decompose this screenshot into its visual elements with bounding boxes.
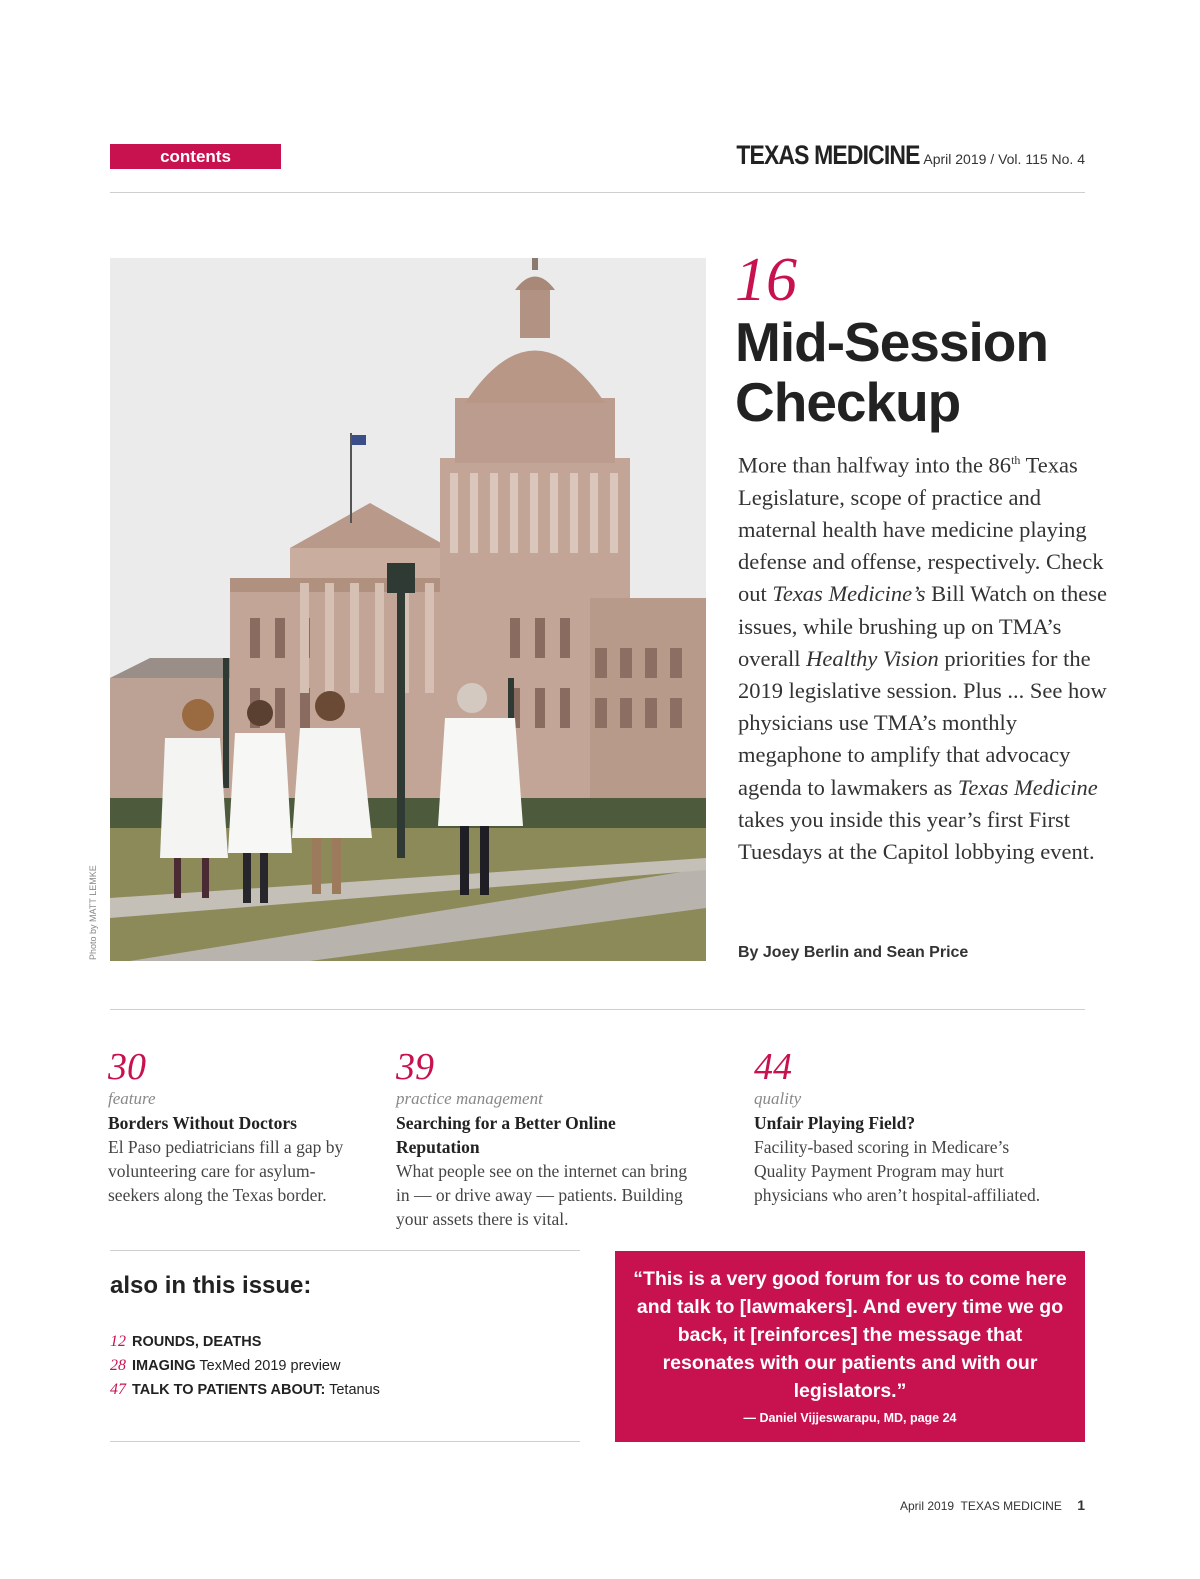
also-bottom-divider bbox=[110, 1441, 580, 1442]
story-description: El Paso pediatricians fill a gap by volunteering care for asylum-seekers along the Texas border. bbox=[108, 1137, 344, 1205]
issue-info: April 2019 / Vol. 115 No. 4 bbox=[923, 151, 1085, 167]
cover-story-title[interactable] bbox=[735, 312, 1095, 432]
header-divider bbox=[110, 192, 1085, 193]
footer-date: April 2019 bbox=[900, 1499, 955, 1513]
page-footer bbox=[900, 1497, 1085, 1513]
story-page: 39 bbox=[396, 1046, 434, 1088]
story-page: 30 bbox=[108, 1046, 146, 1088]
story-headline: Searching for a Better Online Reputation bbox=[396, 1113, 616, 1157]
capitol-illustration bbox=[110, 258, 706, 961]
story-teaser[interactable] bbox=[396, 1045, 701, 1231]
pull-quote bbox=[615, 1251, 1085, 1442]
also-list bbox=[110, 1330, 380, 1402]
quote-attribution: — Daniel Vijjeswarapu, MD, page 24 bbox=[743, 1411, 957, 1425]
item-text: TexMed 2019 preview bbox=[199, 1358, 341, 1374]
story-section: quality bbox=[754, 1089, 802, 1108]
cover-title-line-2: Checkup bbox=[735, 371, 961, 433]
story-headline: Unfair Playing Field? bbox=[754, 1113, 916, 1133]
cover-photo bbox=[110, 258, 706, 961]
byline: By Joey Berlin and Sean Price bbox=[738, 944, 969, 961]
footer-magazine: TEXAS MEDICINE bbox=[960, 1499, 1062, 1513]
magazine-logo: TEXAS MEDICINE bbox=[736, 140, 920, 170]
cover-story-body: More than halfway into the 86th Texas Legislature, scope of practice and maternal health have medicine playing defense and offense, respectively. Check out Texas Medicine’s Bill Watch on these issues, while brushing up on TMA’s overall Healthy Vision priorities for the 2019 legislative session. Plus ... See how physicians use TMA’s monthly megaphone to amplify that advocacy agenda to lawmakers as Texas Medicine takes you inside this year’s first First Tuesdays at the Capitol lobbying event. bbox=[738, 452, 1107, 864]
story-description: Facility-based scoring in Medicare’s Quality Payment Program may hurt physicians who aren’t hospital-affiliated. bbox=[754, 1137, 1041, 1205]
story-page: 44 bbox=[754, 1046, 792, 1088]
list-item[interactable] bbox=[110, 1354, 380, 1378]
cover-title-line-1: Mid-Session bbox=[735, 311, 1048, 373]
quote-text: “This is a very good forum for us to come here and talk to [lawmakers]. And every time we go back, it [reinforces] the message that resonates with our patients and with our legislators.” bbox=[633, 1268, 1067, 1402]
item-label: TALK TO PATIENTS ABOUT: bbox=[132, 1382, 326, 1398]
item-label: ROUNDS, DEATHS bbox=[132, 1334, 262, 1350]
item-page: 28 bbox=[110, 1357, 126, 1374]
section-tab: contents bbox=[110, 144, 281, 169]
cover-story-page[interactable]: 16 bbox=[735, 246, 797, 314]
page-number: 1 bbox=[1077, 1497, 1085, 1513]
item-page: 12 bbox=[110, 1333, 126, 1350]
story-section: practice management bbox=[396, 1089, 543, 1108]
item-label: IMAGING bbox=[132, 1358, 196, 1374]
also-in-this-issue-title: also in this issue: bbox=[110, 1272, 312, 1299]
section-divider bbox=[110, 1009, 1085, 1010]
story-teaser[interactable] bbox=[754, 1045, 1054, 1207]
photo-credit: Photo by MATT LEMKE bbox=[88, 865, 98, 960]
also-top-divider bbox=[110, 1250, 580, 1251]
list-item[interactable] bbox=[110, 1378, 380, 1402]
story-description: What people see on the internet can bring in — or drive away — patients. Building your assets there is vital. bbox=[396, 1161, 688, 1229]
item-page: 47 bbox=[110, 1381, 126, 1398]
story-section: feature bbox=[108, 1089, 156, 1108]
item-text: Tetanus bbox=[329, 1382, 380, 1398]
story-headline: Borders Without Doctors bbox=[108, 1113, 297, 1133]
list-item[interactable] bbox=[110, 1330, 380, 1354]
story-teaser[interactable] bbox=[108, 1045, 358, 1207]
masthead bbox=[704, 140, 1085, 171]
